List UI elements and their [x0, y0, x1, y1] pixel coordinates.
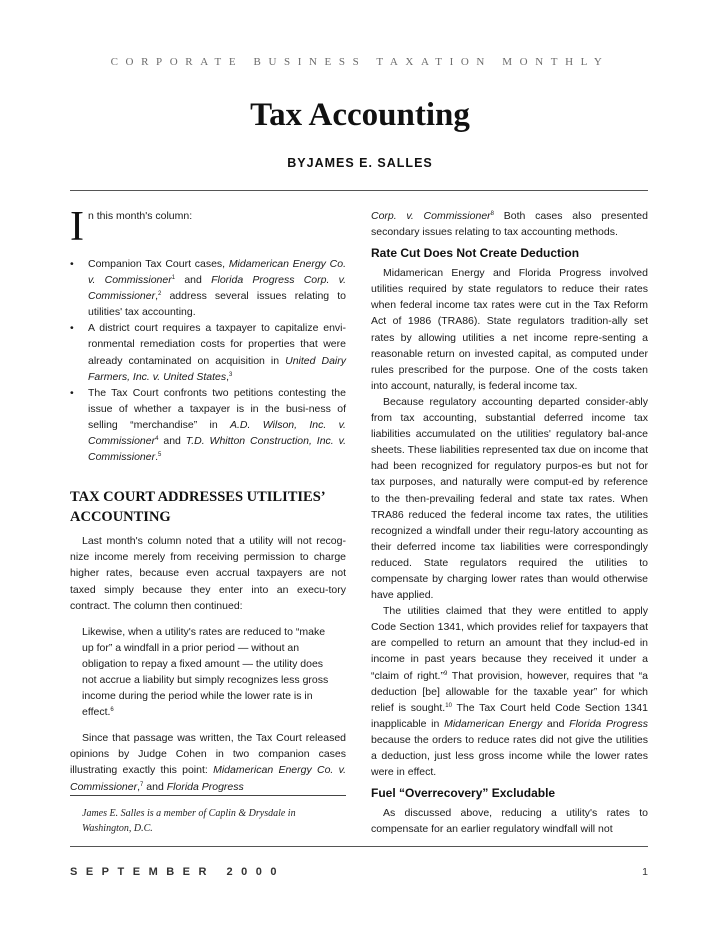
- list-item: • The Tax Court confronts two petitions contesting the issue of whether a taxpayer is in the busi-ness of selling “merchandise” in A.D. Wilson, Inc. v. Commissioner$^4$ and T.D. Whitton Construction, Inc. v. Commissioner.$^5$: [70, 386, 346, 464]
- body-paragraph: The utilities claimed that they were entitled to apply Code Section 1341, which provides relief for taxpayers that are compelled to return an amount that they includ-ed in income in past years because they received it under a “claim of right.”$^9$ That provision, however, requires that “a deduction [be] allowable for the taxable year” for which relief is sought.$^{10}$ The Tax Court held Code Section 1341 inapplicable in Midamerican Energy and Florida Progress because the orders to reduce rates did not give the utilities a deduction, just less gross income while the lower rates were in effect.: [371, 605, 649, 779]
- list-item: • A district court requires a taxpayer to capitalize envi-ronmental remediation costs for properties that were already contaminated on acquisition in United Dairy Farmers, Inc. v. United States,$^3$: [70, 322, 346, 383]
- article-title: Tax Accounting: [250, 97, 470, 133]
- article-byline: BYJAMES E. SALLES: [287, 156, 433, 170]
- intro-text: n this month's column:: [88, 210, 193, 222]
- body-paragraph: Corp. v. Commissioner$^8$ Both cases also presented secondary issues relating to tax accounting methods.: [371, 210, 648, 239]
- body-paragraph: As discussed above, reducing a utility's rates to compensate for an earlier regulatory windfall will not: [371, 807, 648, 836]
- author-note: James E. Salles is a member of Caplin & Drysdale in Washington, D.C.: [82, 808, 296, 834]
- subsection-heading: Rate Cut Does Not Create Deduction: [371, 246, 580, 261]
- left-column: [70, 204, 346, 795]
- bottom-divider: [70, 846, 648, 847]
- section-heading: TAX COURT ADDRESSES UTILITIES’ ACCOUNTING: [70, 489, 325, 526]
- bullet-icon: •: [70, 322, 74, 335]
- intro: [70, 204, 346, 250]
- list-item: • Companion Tax Court cases, Midamerican Energy Co. v. Commissioner$^1$ and Florida Progress Corp. v. Commissioner,$^2$ address several issues relating to utilities' tax accounting.: [70, 258, 346, 319]
- drop-cap: I: [70, 204, 84, 250]
- bullet-icon: •: [70, 258, 74, 270]
- body-paragraph: Midamerican Energy and Florida Progress involved utilities required by state regulators to reduce their rates when federal income tax rates were cut in the Tax Reform Act of 1986 (TRA86). State regulators tradition-ally set rates by allowing utilities a net income repre-senting a reasonable return on invested capital, as computed under rules prescribed for the purpose. One of the costs taken into account, naturally, is federal income tax.: [371, 267, 648, 392]
- subsection-heading: Fuel “Overrecovery” Excludable: [371, 786, 556, 801]
- top-divider: [70, 190, 648, 191]
- running-head: CORPORATE BUSINESS TAXATION MONTHLY: [110, 56, 610, 68]
- footer-date: SEPTEMBER 2000: [70, 866, 285, 878]
- body-paragraph: Because regulatory accounting departed consider-ably from tax accounting, substantial deferred income tax liabilities accumulated on the utilities' regulatory bal-ance sheets. These liabilities represented tax due on income that had been recognized for regulatory purpos-es but not for tax purposes, and naturally were comput-ed by reference to the then-prevailing federal and state tax rates. When TRA86 reduced the federal income tax rates, the utilities recognized a windfall under their regu-latory accounting as their deferred income tax liabilities were correspondingly reduced. State regulators required the utilities to compensate by charging lower rates than would otherwise have applied.: [371, 395, 648, 602]
- block-quote: Likewise, when a utility's rates are reduced to “make up for” a windfall in a prior period — without an obligation to repay a fixed amount — the utility does not accrue a liability but simply recognizes less gross income during the period while the lower rate is in effect.$^6$: [82, 625, 329, 719]
- bullet-icon: •: [70, 386, 74, 399]
- page-number: 1: [642, 866, 648, 878]
- summary-list: [70, 256, 346, 465]
- author-note-divider: [70, 795, 346, 796]
- body-paragraph: Last month's column noted that a utility will not recog-nize income merely from receiving permission to charge higher rates, because even accrual taxpayers are not taxed simply because they enter into an execu-tory contract. The column then continued:: [70, 535, 346, 612]
- body-paragraph: Since that passage was written, the Tax Court released opinions by Judge Cohen in two companion cases illustrating exactly this point: Midamerican Energy Co. v. Commissioner,$^7$ and Florida Progress: [70, 732, 346, 793]
- right-column: [371, 208, 648, 837]
